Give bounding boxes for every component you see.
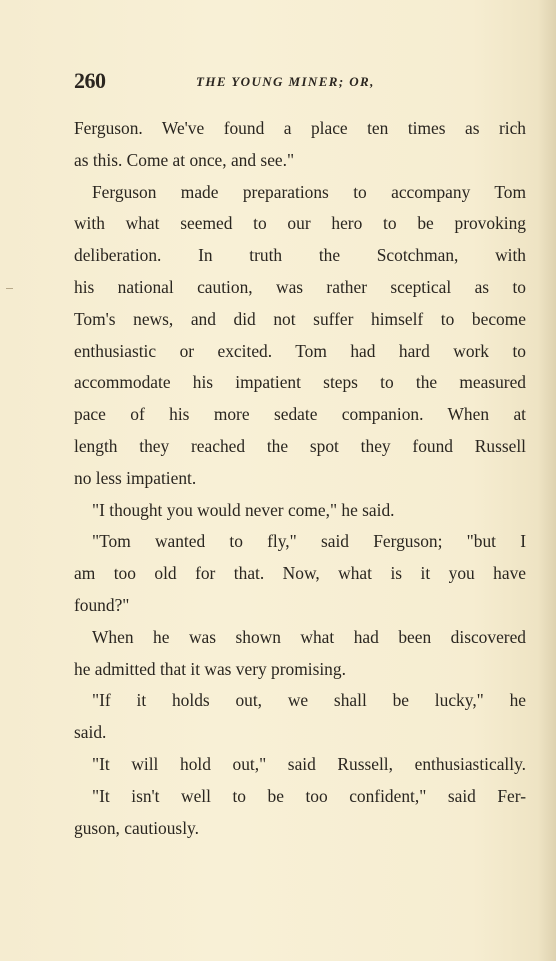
text-line: his national caution, was rather sceptical as to <box>74 276 526 297</box>
page-header <box>74 68 526 92</box>
text-line: Ferguson. We've found a place ten times as rich <box>74 118 526 138</box>
text-line: found?" <box>74 594 130 615</box>
text-line: "It isn't well to be too confident," said Fer- <box>92 785 526 806</box>
margin-mark <box>6 288 13 289</box>
text-line: guson, cautiously. <box>74 817 199 838</box>
text-line: pace of his more sedate companion. When at <box>74 404 526 425</box>
text-line: length they reached the spot they found Russell <box>74 435 526 456</box>
running-head: THE YOUNG MINER; OR, <box>196 74 375 89</box>
text-line: "If it holds out, we shall be lucky," he <box>92 690 526 711</box>
text-line: as this. Come at once, and see." <box>74 149 295 170</box>
text-line: he admitted that it was very promising. <box>74 658 346 679</box>
text-line: When he was shown what had been discovered <box>92 626 526 647</box>
text-line: Tom's news, and did not suffer himself to become <box>74 308 526 329</box>
text-line: deliberation. In truth the Scotchman, with <box>74 245 526 266</box>
text-line: "It will hold out," said Russell, enthusiastically. <box>92 753 526 774</box>
page-number: 260 <box>74 68 106 93</box>
text-line: said. <box>74 722 107 743</box>
text-line: am too old for that. Now, what is it you have <box>74 563 526 584</box>
text-line: "I thought you would never come," he said. <box>92 499 395 520</box>
text-line: "Tom wanted to fly," said Ferguson; "but I <box>92 531 526 552</box>
text-line: no less impatient. <box>74 467 197 488</box>
text-line: enthusiastic or excited. Tom had hard work to <box>74 340 526 361</box>
text-line: accommodate his impatient steps to the measured <box>74 372 526 393</box>
text-line: Ferguson made preparations to accompany Tom <box>92 181 526 202</box>
text-line: with what seemed to our hero to be provoking <box>74 213 526 234</box>
page-edge-shadow <box>538 0 556 961</box>
body-text <box>74 113 526 844</box>
